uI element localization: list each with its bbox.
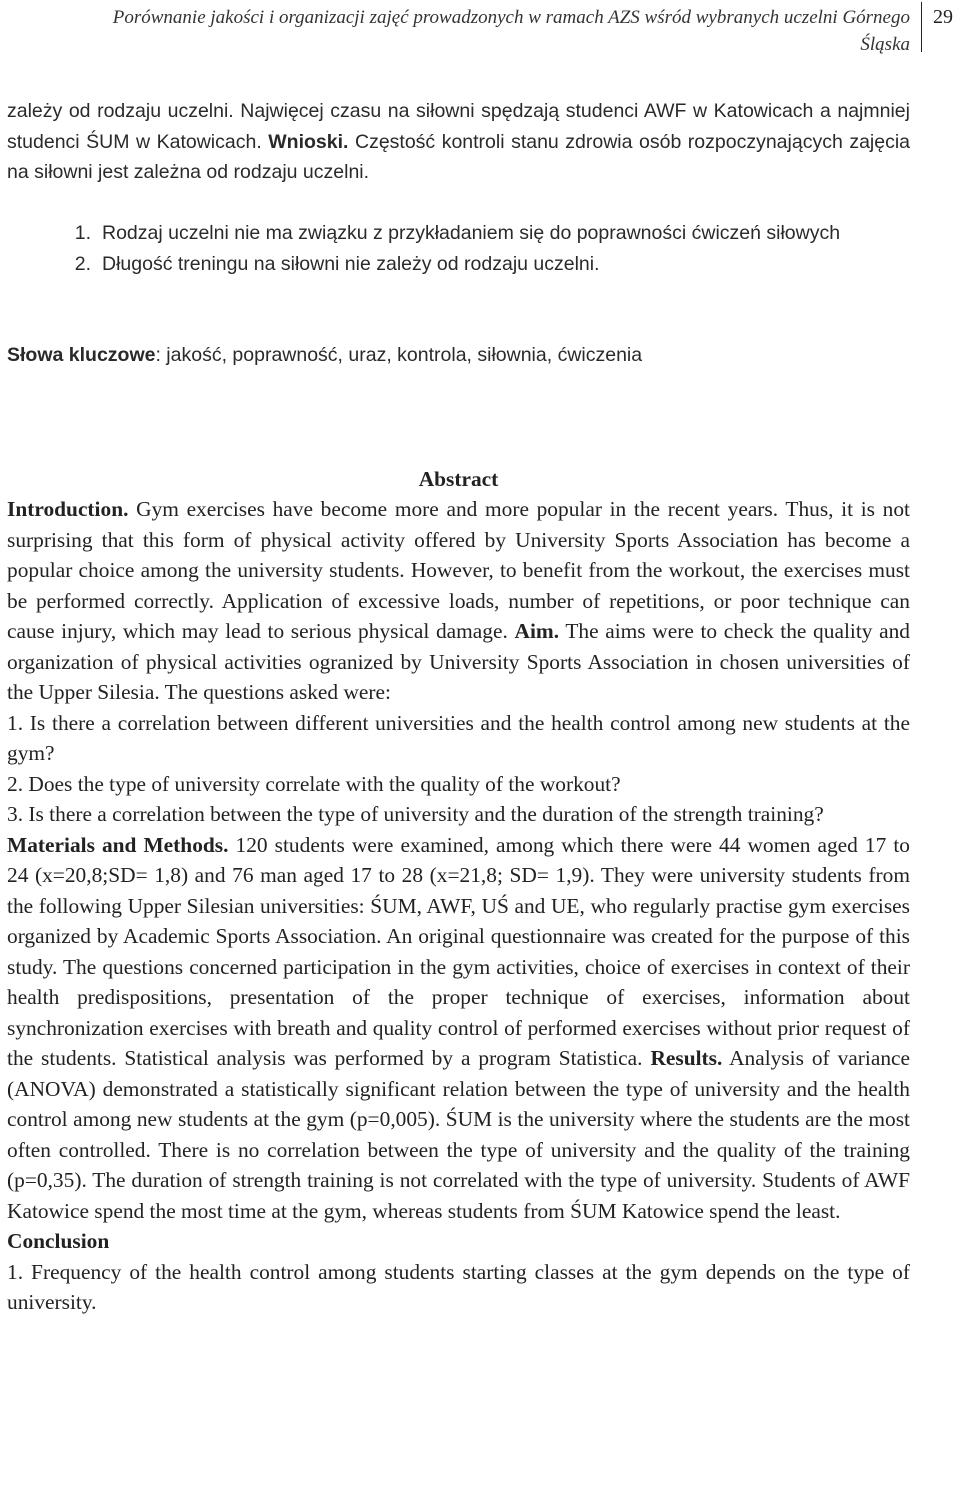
abstract-intro-paragraph bbox=[7, 494, 910, 708]
results-label: Results. bbox=[650, 1046, 723, 1070]
running-title: Porównanie jakości i organizacji zajęć prowadzonych w ramach AZS wśród wybranych uczelni Górnego Śląska bbox=[112, 7, 910, 55]
list-item bbox=[7, 218, 910, 249]
keywords-text: : jakość, poprawność, uraz, kontrola, siłownia, ćwiczenia bbox=[155, 344, 643, 366]
polish-conclusions-list bbox=[7, 218, 910, 279]
polish-conclusions-label: Wnioski. bbox=[268, 130, 349, 153]
conclusion-text: 1. Frequency of the health control among students starting classes at the gym depends on the type of university. bbox=[7, 1259, 910, 1314]
keywords-label: Słowa kluczowe bbox=[7, 344, 156, 366]
conclusion-label: Conclusion bbox=[7, 1229, 110, 1253]
list-item-number: 2. bbox=[74, 252, 91, 275]
methods-label: Materials and Methods. bbox=[7, 832, 229, 857]
introduction-label: Introduction. bbox=[7, 497, 129, 521]
methods-results-paragraph bbox=[7, 830, 910, 1227]
research-question-3: 3. Is there a correlation between the type of university and the duration of the strength training? bbox=[7, 802, 824, 826]
abstract-title: Abstract bbox=[418, 467, 499, 491]
abstract-body bbox=[7, 494, 910, 1318]
polish-results-text: zależy od rodzaju uczelni. Najwięcej czasu na siłowni spędzają studenci AWF w Katowicach a najmniej studenci ŚUM w Katowicach. bbox=[7, 100, 910, 153]
list-item bbox=[7, 249, 910, 280]
list-item-text: Rodzaj uczelni nie ma związku z przykładaniem się do poprawności ćwiczeń siłowych bbox=[102, 222, 841, 244]
polish-keywords bbox=[7, 340, 910, 371]
aim-text: The aims were to check the quality and organization of physical activities ogranized by University Sports Association in chosen universities of the Upper Silesia. The questions asked were: bbox=[7, 619, 910, 704]
list-item-number: 1. bbox=[74, 222, 91, 244]
aim-label: Aim. bbox=[514, 619, 560, 643]
research-question-1: 1. Is there a correlation between different universities and the health control among new students at the gym? bbox=[7, 710, 910, 765]
page-number: 29 bbox=[933, 6, 953, 28]
polish-conclusions-text: Częstość kontroli stanu zdrowia osób rozpoczynających zajęcia na siłowni jest zależna od rodzaju uczelni. bbox=[7, 130, 911, 183]
header-divider bbox=[921, 2, 922, 52]
introduction-text: Gym exercises have become more and more popular in the recent years. Thus, it is not surprising that this form of physical activity offered by University Sports Association has become a popular choice among the university students. However, to benefit from the workout, the exercises must be performed correctly. Application of excessive loads, number of repetitions, or poor technique can cause injury, which may lead to serious physical damage. bbox=[7, 497, 910, 643]
polish-summary-paragraph bbox=[7, 96, 910, 188]
methods-text: 120 students were examined, among which there were 44 women aged 17 to 24 (x=20,8;SD= 1,8) and 76 man aged 17 to 28 (x=21,8; SD= 1,9). They were university students from the following Upper Silesian universities: ŚUM, AWF, UŚ and UE, who regularly practise gym exercises organized by Academic Sports Association. An original questionnaire was created for the purpose of this study. The questions concerned participation in the gym activities, choice of exercises in context of their health predispositions, presentation of the proper technique of exercises, information about synchronization exercises with breath and quality control of performed exercises without prior request of the students. Statistical analysis was performed by a program Statistica. bbox=[7, 832, 910, 1070]
list-item-text: Długość treningu na siłowni nie zależy od rodzaju uczelni. bbox=[102, 252, 600, 275]
conclusion-heading bbox=[7, 1226, 910, 1257]
running-header bbox=[0, 0, 960, 56]
results-text: Analysis of variance (ANOVA) demonstrated a statistically significant relation between the type of university and the health control among new students at the gym (p=0,005). ŚUM is the university where the students are the most often controlled. There is no correlation between the type of university and the quality of the training (p=0,35). The duration of strength training is not correlated with the type of university. Students of AWF Katowice spend the most time at the gym, whereas students from ŚUM Katowice spend the least. bbox=[7, 1046, 911, 1223]
research-question-2: 2. Does the type of university correlate with the quality of the workout? bbox=[7, 771, 621, 796]
